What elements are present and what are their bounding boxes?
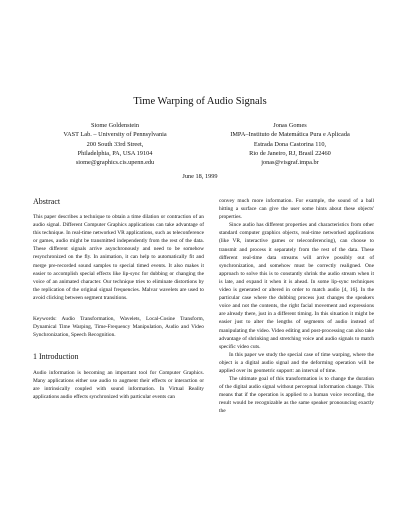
paper-date: June 18, 1999 <box>182 173 218 180</box>
keywords: Keywords: Audio Transformation, Wavelets, Local-Cosine Transform, Dynamical Time Warping, Time-Frequency Manipulation, Audio and Video Synchronization, Speech Recognition. <box>33 316 204 339</box>
introduction-text <box>33 369 204 401</box>
right-paragraph: In this paper we study the special case of time warping, where the object is a digital audio signal and the deforming operation will be applied over its geometric support: an interval of time. <box>219 351 374 374</box>
author-city: Philadelphia, PA, USA 19104 <box>77 149 153 157</box>
author-affiliation: IMPA–Instituto de Matemática Pura e Aplicada <box>230 131 350 139</box>
author-block-1 <box>40 121 190 167</box>
abstract-text <box>33 213 204 302</box>
abstract-paragraph: This paper describes a technique to obtain a time dilation or contraction of an audio signal. Different Computer Graphics applications can take advantage of this technique. In real-time networked VR applications, such as teleconference or games, audio might be transmitted independently from the rest of the data. These different signals arrive asynchronously and need to be somehow resynchronized on the fly. In animation, it can help to automatically fit and merge pre-recorded sound samples to special timed events. It also makes it easier to accomplish special effects like lip-sync for dubbing or changing the voice of an animated character. Our technique tries to eliminate distortions by the replication of the original signal frequencies. Malvar wavelets are used to avoid clicking between segment transitions. <box>33 214 204 301</box>
author-block-2 <box>200 121 380 167</box>
author-email: jonas@visgraf.impa.br <box>261 159 319 167</box>
author-email: siome@graphics.cis.upenn.edu <box>75 159 155 167</box>
author-name: Jonas Gomes <box>273 122 307 129</box>
introduction-heading: 1 Introduction <box>33 352 79 361</box>
author-affiliation: VAST Lab. – University of Pennsylvania <box>63 131 167 139</box>
right-paragraph: Since audio has different properties and characteristics from other standard computer graphics objects, real-time networked applications (like VR, interactive games or teleconferencing), can choose to transmit and process it separately from the rest of the data. These different real-time data streams will arrive possibly out of synchronization, and somehow must be correctly realigned. One approach to solve this is to constantly shrink the audio stream when it is late, and expand it when it is ahead. In some lip-sync techniques video is generated or altered in order to match audio [4, 16]. In the particular case where the dubbing process just changes the speakers voice and not the contents, the right facial movement and expressions are already there, just in a different timing. In this situation it might be easier just to alter the lengths of segments of audio instead of manipulating the video. Video editing and post-processing can also take advantage of shrinking and stretching voice and audio signals to match specific video cuts. <box>219 222 374 350</box>
abstract-heading: Abstract <box>33 197 61 206</box>
author-name: Siome Goldenstein <box>90 122 140 129</box>
author-address: Estrada Dona Castorina 110, <box>253 140 327 148</box>
right-paragraph: convey much more information. For example, the sound of a ball hitting a surface can give the user some hints about these objects' properties. <box>219 198 374 221</box>
right-paragraph: The ultimate goal of this transformation is to change the duration of the digital audio signal without perceptual information change. This means that if the operation is applied to a human voice recording, the result would be recognizable as the same speaker pronouncing exactly the <box>219 376 374 415</box>
paper-title: Time Warping of Audio Signals <box>133 96 267 107</box>
author-address: 200 South 33rd Street, <box>86 140 144 148</box>
intro-paragraph: Audio information is becoming an important tool for Computer Graphics. Many applications either use audio to augment their effects or interaction or are intrinsically coupled with sound information. In Virtual Reality applications audio effects synchronized with particular events can <box>33 370 204 401</box>
right-column <box>219 197 374 416</box>
author-city: Rio de Janeiro, RJ, Brasil 22460 <box>249 149 331 157</box>
